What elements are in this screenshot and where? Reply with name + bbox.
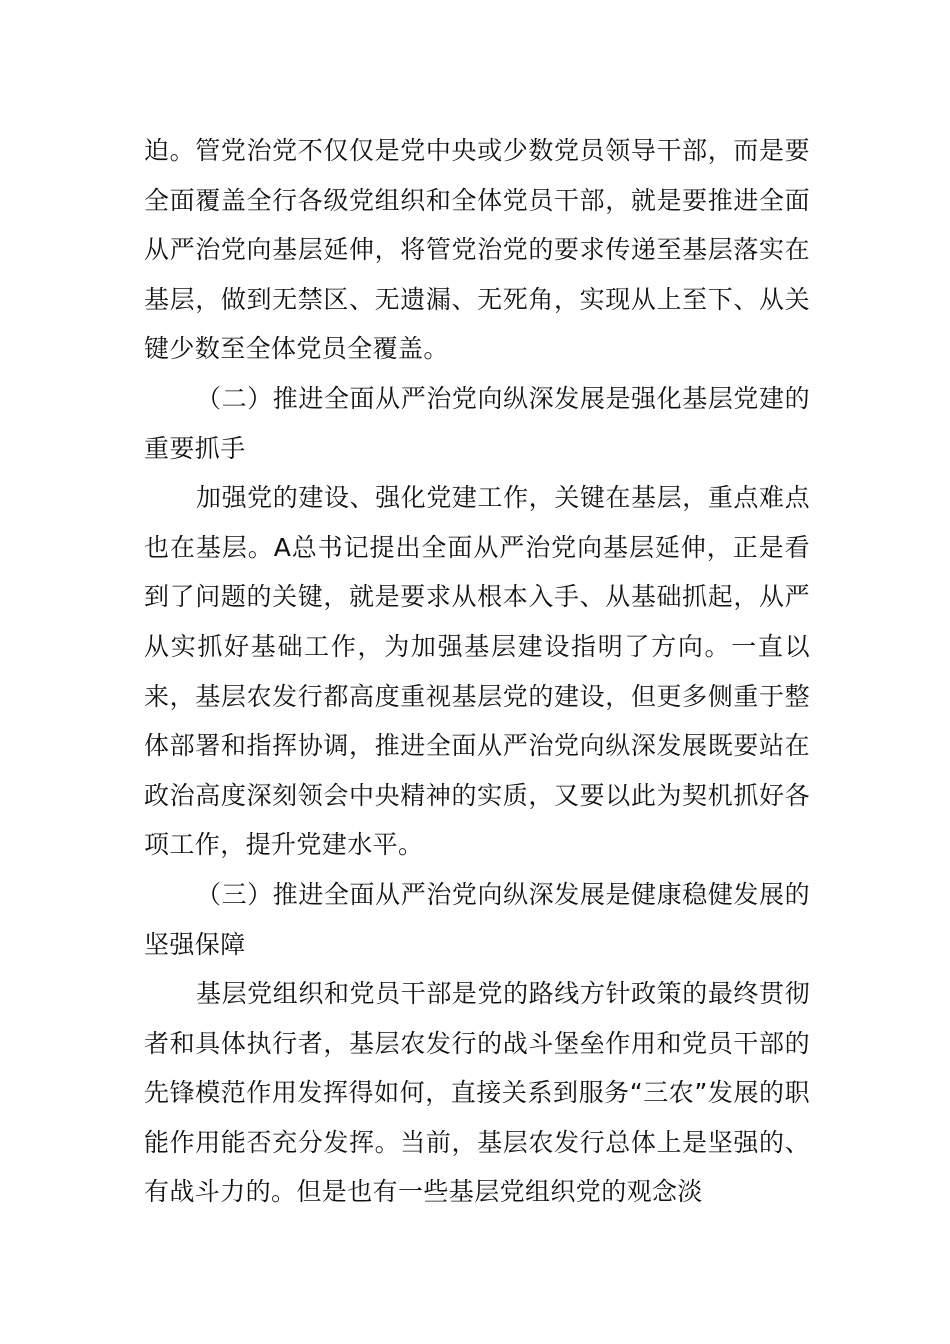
body-paragraph-2: 加强党的建设、强化党建工作，关键在基层，重点难点也在基层。A总书记提出全面从严治党向基层延伸，正是看到了问题的关键，就是要求从根本入手、从基础抓起，从严从实抓好基础工作，为加强基层建设指明了方向。一直以来，基层农发行都高度重视基层党的建设，但更多侧重于整体部署和指挥协调，推进全面从严治党向纵深发展既要站在政治高度深刻领会中央精神的实质，又要以此为契机抓好各项工作，提升党建水平。 xyxy=(144,483,810,860)
section-heading-3: （三）推进全面从严治党向纵深发展是健康稳健发展的坚强保障 xyxy=(144,879,810,959)
body-paragraph-3: 基层党组织和党员干部是党的路线方针政策的最终贯彻者和具体执行者，基层农发行的战斗堡垒作用和党员干部的先锋模范作用发挥得如何，直接关系到服务“三农”发展的职能作用能否充分发挥。当前，基层农发行总体上是坚强的、有战斗力的。但是也有一些基层党组织党的观念淡 xyxy=(144,979,810,1207)
section-heading-2: （二）推进全面从严治党向纵深发展是强化基层党建的重要抓手 xyxy=(144,383,810,463)
body-paragraph-1: 迫。管党治党不仅仅是党中央或少数党员领导干部，而是要全面覆盖全行各级党组织和全体党员干部，就是要推进全面从严治党向基层延伸，将管党治党的要求传递至基层落实在基层，做到无禁区、无遗漏、无死角，实现从上至下、从关键少数至全体党员全覆盖。 xyxy=(144,136,810,364)
document-body xyxy=(144,126,810,1217)
